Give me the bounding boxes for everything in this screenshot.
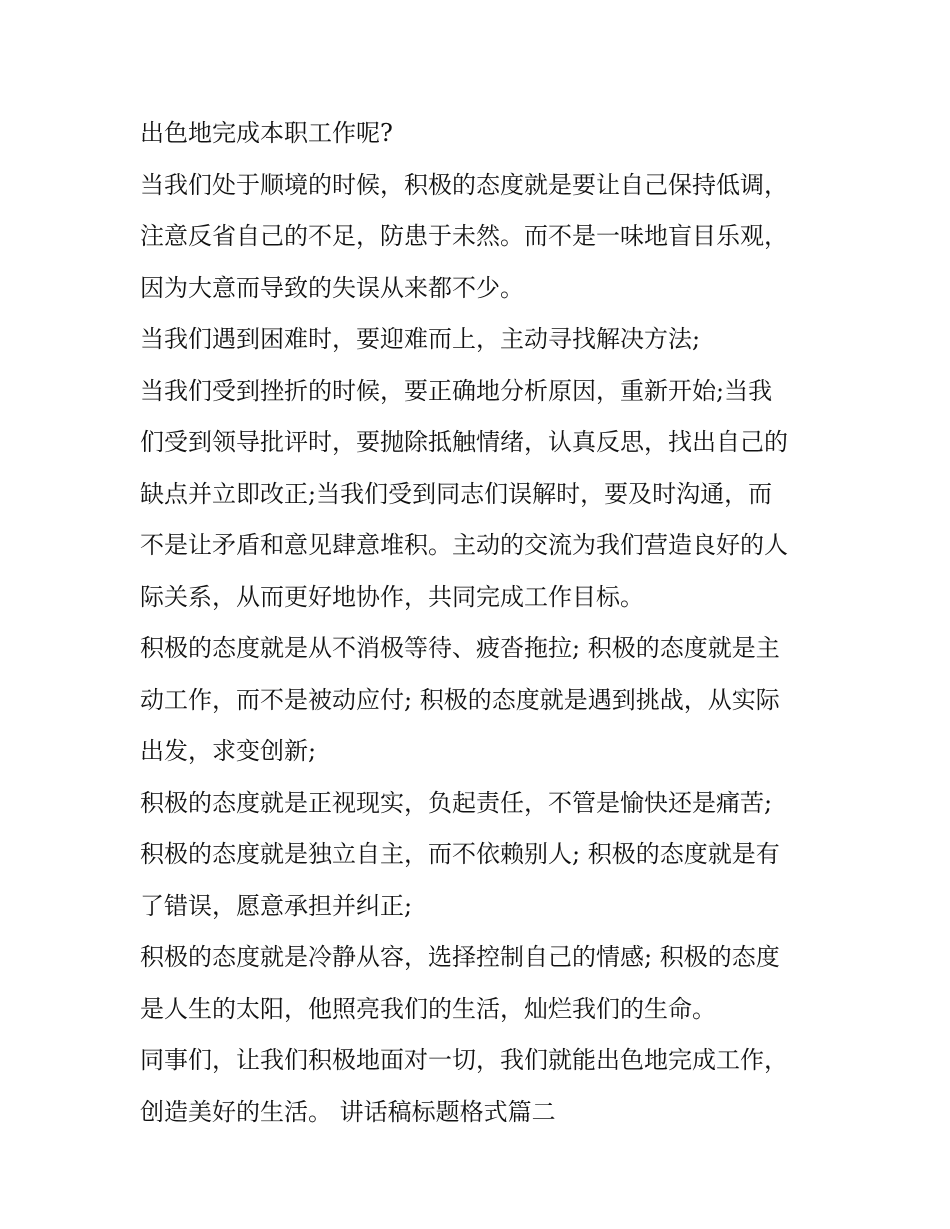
text-line: 积极的态度就是冷静从容，选择控制自己的情感; 积极的态度 — [140, 943, 780, 971]
text-line: 同事们，让我们积极地面对一切，我们就能出色地完成工作， — [140, 1046, 788, 1074]
text-line: 际关系，从而更好地协作，共同完成工作目标。 — [140, 582, 644, 611]
text-line: 因为大意而导致的失误从来都不少。 — [140, 273, 524, 302]
text-line: 当我们受到挫折的时候，要正确地分析原因，重新开始;当我 — [140, 376, 773, 405]
text-line: 当我们处于顺境的时候，积极的态度就是要让自己保持低调， — [140, 170, 788, 199]
text-line: 积极的态度就是独立自主，而不依赖别人; 积极的态度就是有 — [140, 840, 780, 868]
text-line: 积极的态度就是从不消极等待、疲沓拖拉; 积极的态度就是主 — [140, 634, 780, 662]
text-line: 出发，求变创新; — [140, 737, 317, 765]
body-text — [140, 108, 820, 1138]
text-line: 积极的态度就是正视现实，负起责任，不管是愉快还是痛苦; — [140, 788, 773, 817]
text-line: 缺点并立即改正;当我们受到同志们误解时，要及时沟通，而 — [140, 479, 773, 508]
text-line: 创造美好的生活。 讲话稿标题格式篇二 — [140, 1097, 556, 1126]
text-line: 了错误，愿意承担并纠正; — [140, 891, 413, 920]
text-line: 不是让矛盾和意见肆意堆积。主动的交流为我们营造良好的人 — [140, 531, 788, 559]
text-line: 出色地完成本职工作呢? — [140, 119, 393, 147]
text-line: 注意反省自己的不足，防患于未然。而不是一味地盲目乐观， — [140, 222, 788, 250]
text-line: 当我们遇到困难时，要迎难而上，主动寻找解决方法; — [140, 325, 701, 353]
text-line: 是人生的太阳，他照亮我们的生活，灿烂我们的生命。 — [140, 994, 716, 1023]
text-line: 们受到领导批评时，要抛除抵触情绪，认真反思，找出自己的 — [140, 428, 788, 456]
text-line: 动工作，而不是被动应付; 积极的态度就是遇到挑战，从实际 — [140, 685, 780, 714]
